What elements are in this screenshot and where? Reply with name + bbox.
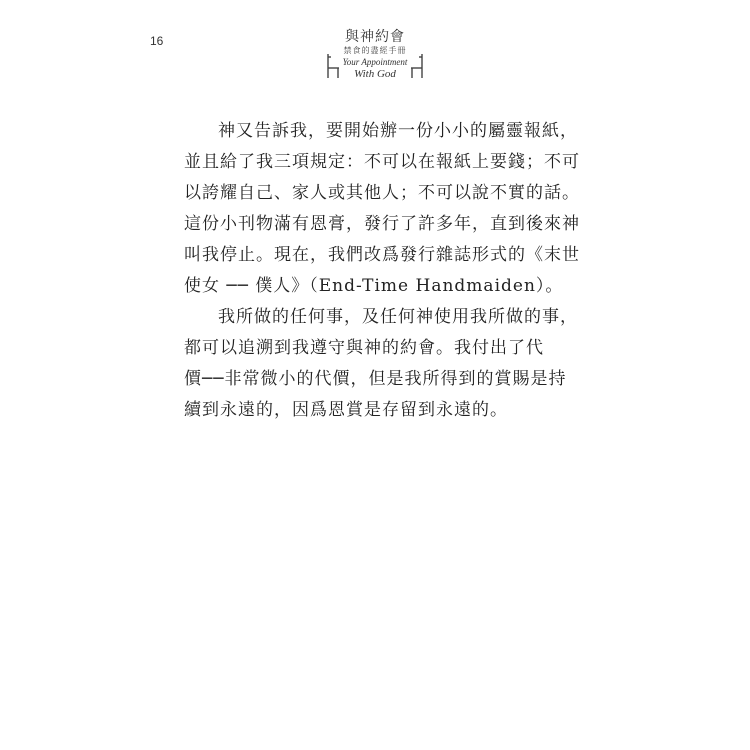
paragraph-1 xyxy=(184,116,580,302)
text-line: 使女 ── 僕人》（End-Time Handmaiden）。 xyxy=(184,276,564,296)
text-line: 並且給了我三項規定：不可以在報紙上要錢；不可 xyxy=(184,152,580,172)
text-line: 這份小刊物滿有恩膏，發行了許多年，直到後來神 xyxy=(184,214,580,234)
text-line: 神又告訴我，要開始辦一份小小的屬靈報紙， xyxy=(218,121,578,141)
text-line: 價──非常微小的代價，但是我所得到的賞賜是持 xyxy=(184,369,567,389)
text-line: 以誇耀自己、家人或其他人；不可以說不實的話。 xyxy=(184,183,580,203)
header-subtitle: 禁食的盡經手冊 xyxy=(343,46,407,55)
page-number: 16 xyxy=(150,34,164,48)
text-line: 都可以追溯到我遵守與神的約會。我付出了代 xyxy=(184,338,544,358)
paragraph-2 xyxy=(184,302,578,426)
header-title: 與神約會 xyxy=(345,29,405,45)
body-text xyxy=(184,116,580,426)
text-line: 我所做的任何事，及任何神使用我所做的事， xyxy=(218,307,578,327)
header-english-line2: With God xyxy=(354,68,396,80)
text-line: 續到永遠的，因爲恩賞是存留到永遠的。 xyxy=(184,400,508,420)
text-line: 叫我停止。現在，我們改爲發行雜誌形式的《末世 xyxy=(184,245,580,265)
running-header xyxy=(320,26,430,86)
header-english-line1: Your Appointment xyxy=(342,57,408,67)
